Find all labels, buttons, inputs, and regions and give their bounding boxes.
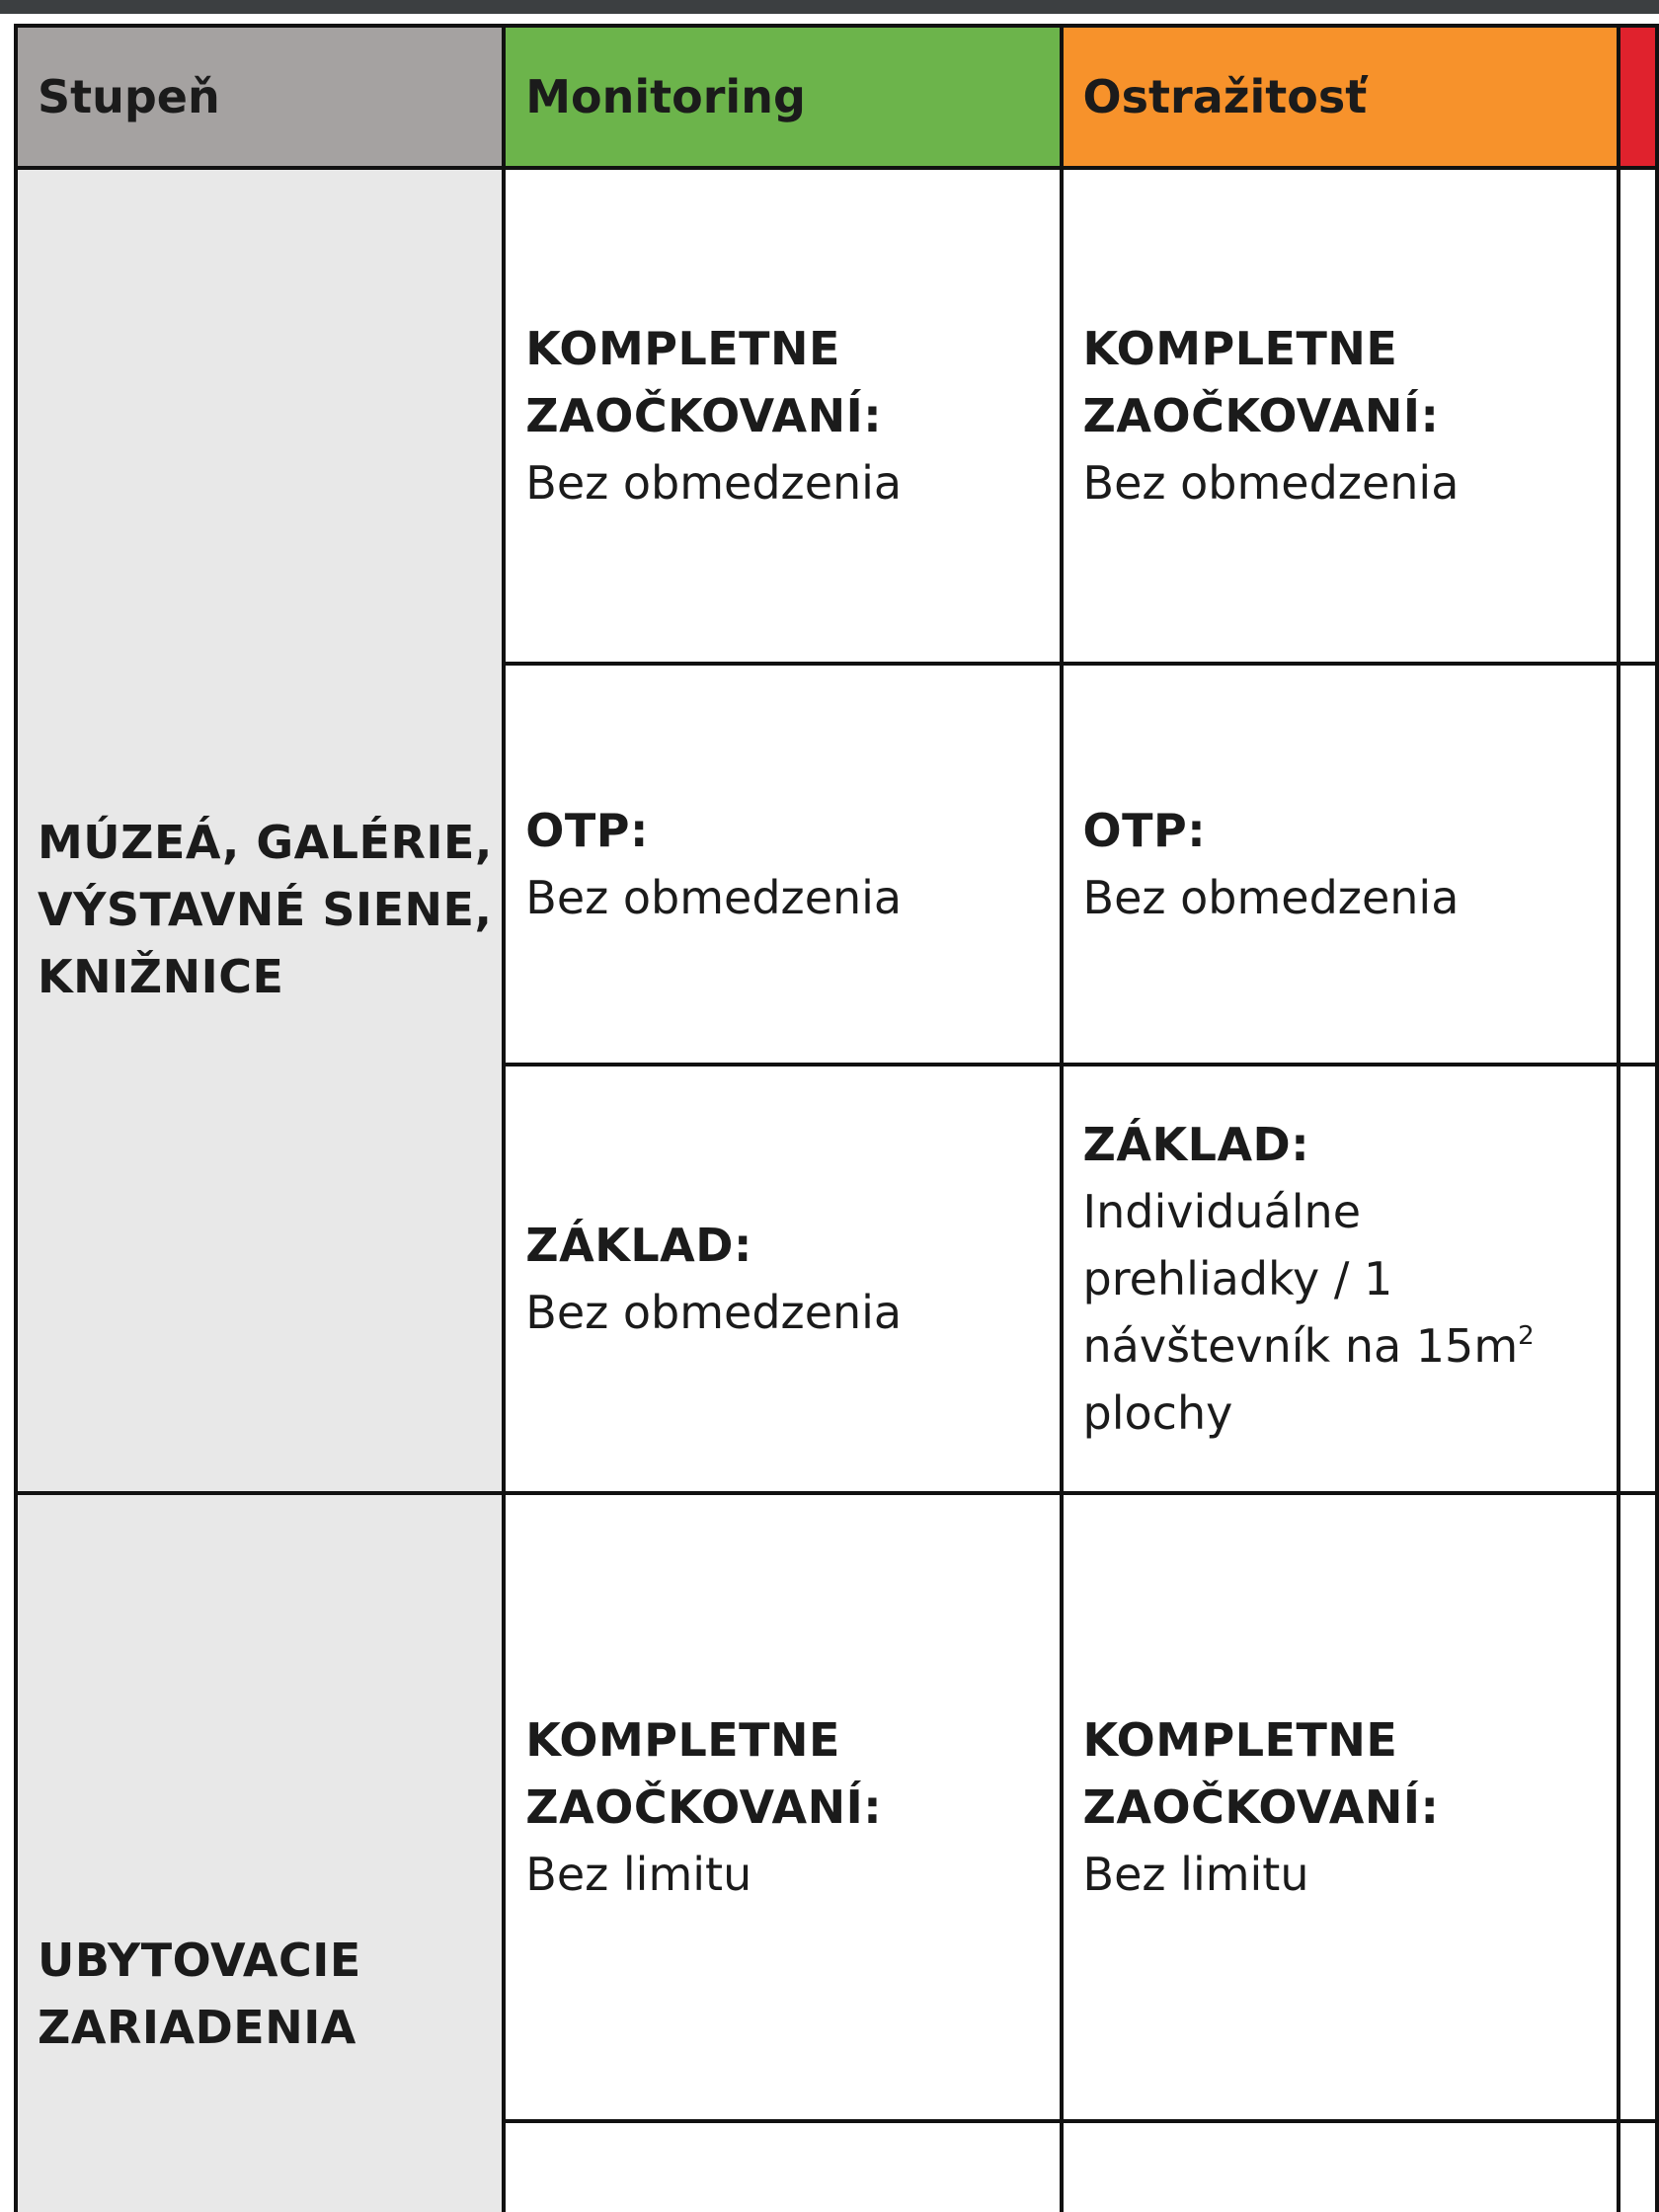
header-red-level-partial — [1619, 26, 1657, 168]
cell-value-line — [1083, 1312, 1617, 1380]
cell-monitoring-next — [504, 2121, 1061, 2212]
cell-label: KOMPLETNE — [1082, 322, 1398, 375]
document-page — [0, 14, 1659, 2212]
window-top-strip — [0, 0, 1659, 14]
cell-label: ZÁKLAD: — [525, 1219, 752, 1272]
cell-red-partial — [1619, 168, 1657, 664]
row-header-accommodation — [16, 1493, 504, 2212]
row-header-museums — [16, 168, 504, 1493]
cell-ostrazitost-otp — [1062, 664, 1619, 1065]
cell-red-partial — [1619, 1493, 1657, 2121]
row-header-line: VÝSTAVNÉ SIENE, — [38, 883, 493, 936]
cell-label: ZÁKLAD: — [1082, 1118, 1310, 1171]
cell-ostrazitost-vaccinated — [1062, 168, 1619, 664]
cell-label: OTP: — [525, 804, 649, 857]
cell-label: KOMPLETNE — [1082, 1713, 1398, 1767]
cell-label: ZAOČKOVANÍ: — [1082, 1780, 1440, 1834]
cell-value-line: Individuálne — [1082, 1185, 1362, 1238]
cell-red-partial — [1619, 664, 1657, 1065]
cell-value-line: plochy — [1082, 1386, 1233, 1440]
cell-red-partial — [1619, 1065, 1657, 1493]
cell-monitoring-vaccinated — [504, 168, 1061, 664]
cell-monitoring-otp — [504, 664, 1061, 1065]
cell-label: OTP: — [1082, 804, 1207, 857]
cell-value-text: návštevník na 15m — [1082, 1319, 1519, 1373]
cell-value: Bez obmedzenia — [1082, 456, 1460, 510]
cell-value: Bez limitu — [525, 1848, 752, 1901]
cell-label: ZAOČKOVANÍ: — [525, 389, 883, 442]
cell-label: KOMPLETNE — [525, 1713, 840, 1767]
header-row — [16, 26, 1657, 168]
header-ostrazitost: Ostražitosť — [1062, 26, 1619, 168]
cell-label: ZAOČKOVANÍ: — [525, 1780, 883, 1834]
cell-label: KOMPLETNE — [525, 322, 840, 375]
header-monitoring: Monitoring — [504, 26, 1061, 168]
cell-label: ZAOČKOVANÍ: — [1082, 389, 1440, 442]
row-header-line: MÚZEÁ, GALÉRIE, — [38, 816, 493, 869]
cell-value: Bez limitu — [1082, 1848, 1309, 1901]
row-header-line: UBYTOVACIE — [38, 1934, 361, 1987]
cell-value: Bez obmedzenia — [525, 1286, 903, 1339]
cell-ostrazitost-basic — [1062, 1065, 1619, 1493]
covid-measures-table — [14, 24, 1659, 2212]
row-header-line: ZARIADENIA — [38, 2001, 356, 2054]
cell-value: Bez obmedzenia — [525, 456, 903, 510]
cell-monitoring-basic — [504, 1065, 1061, 1493]
table-row — [16, 1493, 1657, 2121]
table-row — [16, 168, 1657, 664]
cell-value: Bez obmedzenia — [525, 871, 903, 924]
cell-red-partial — [1619, 2121, 1657, 2212]
superscript: 2 — [1518, 1321, 1535, 1351]
cell-monitoring-vaccinated — [504, 1493, 1061, 2121]
cell-ostrazitost-next — [1062, 2121, 1619, 2212]
cell-value: Bez obmedzenia — [1082, 871, 1460, 924]
header-stage: Stupeň — [16, 26, 504, 168]
cell-ostrazitost-vaccinated — [1062, 1493, 1619, 2121]
cell-value-line: prehliadky / 1 — [1082, 1252, 1393, 1305]
row-header-line: KNIŽNICE — [38, 950, 284, 1003]
